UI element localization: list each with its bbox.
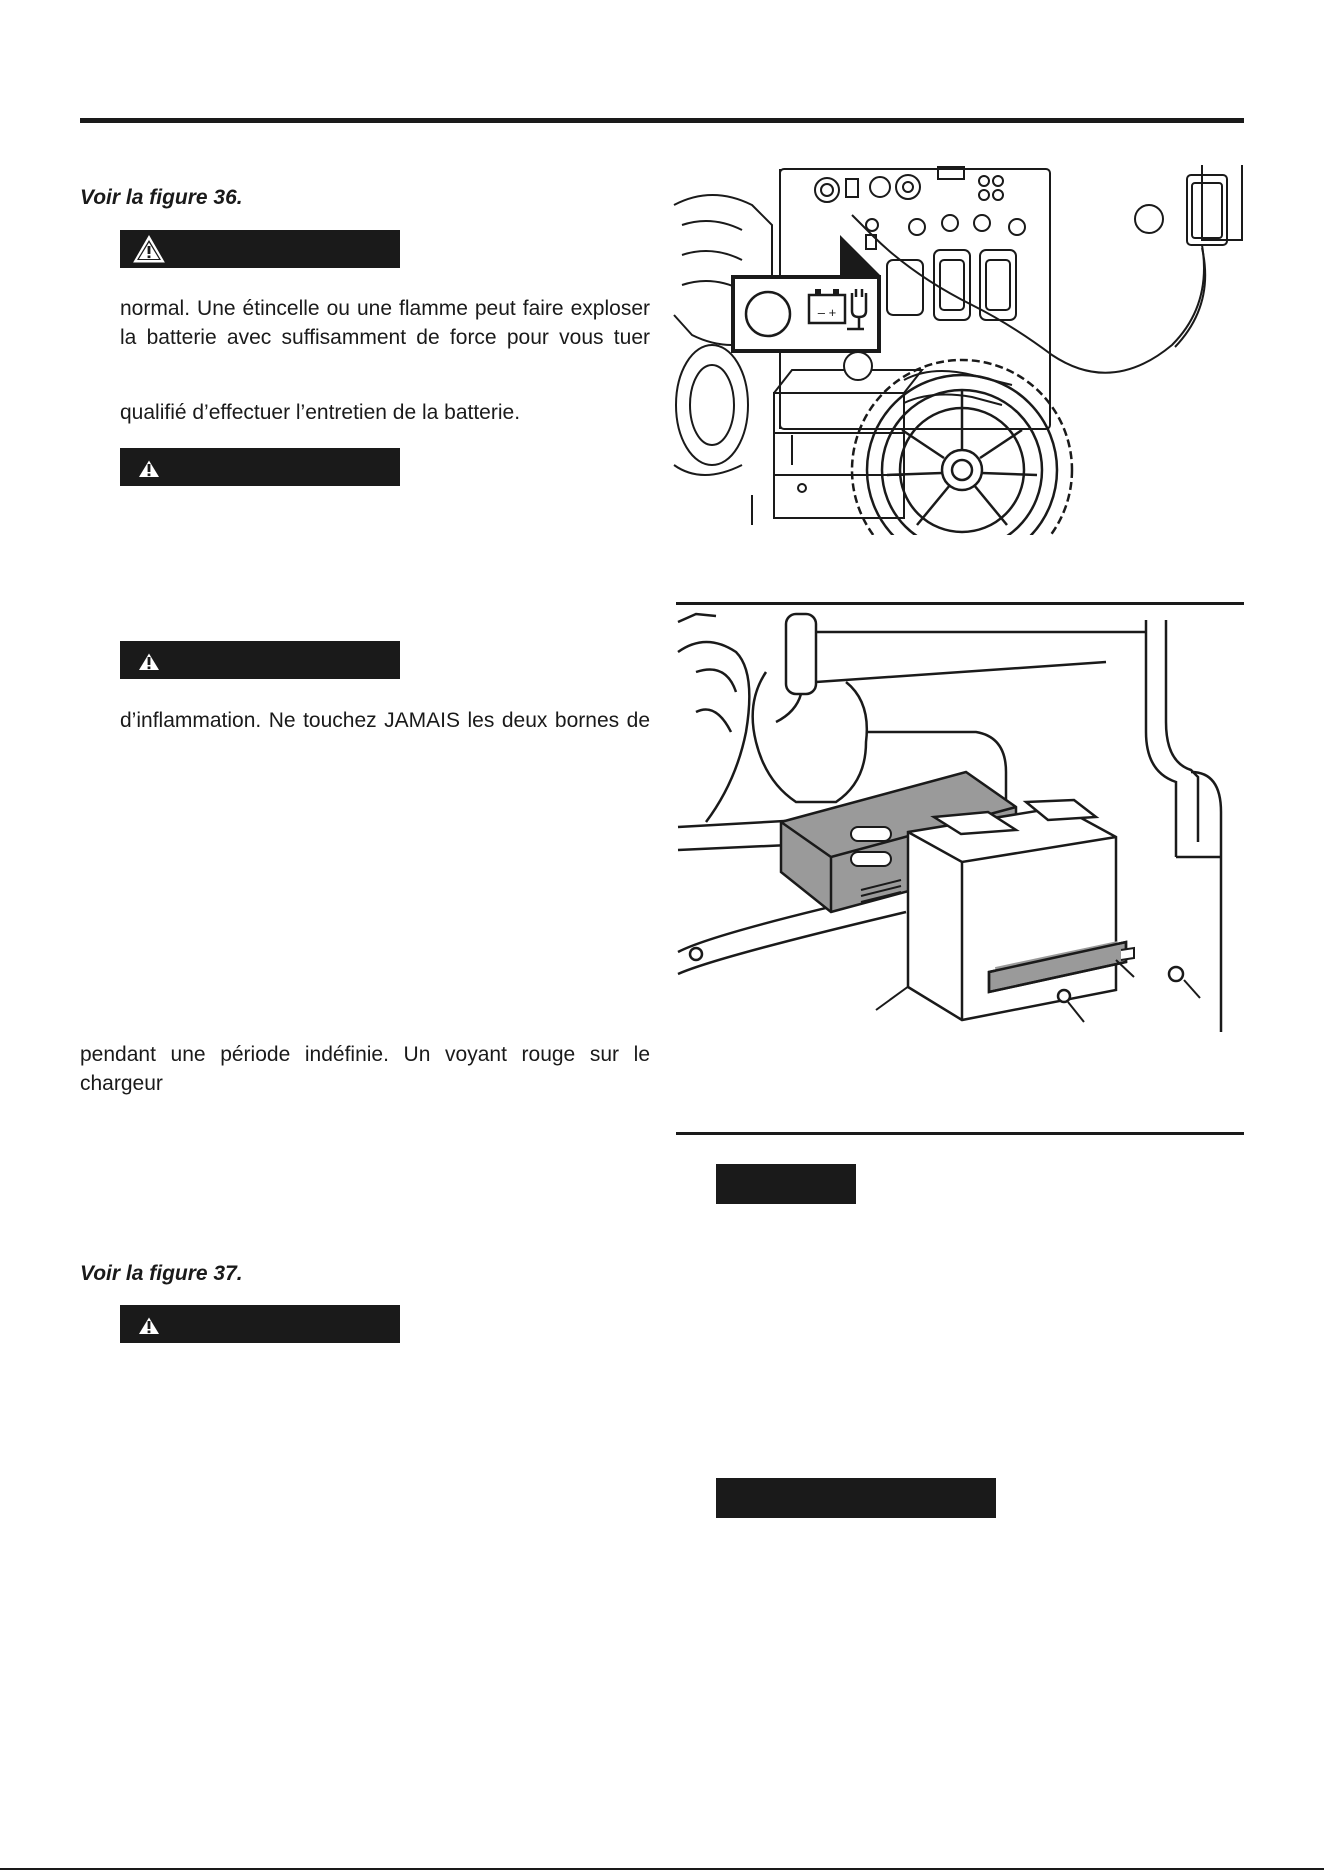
body-text-line: pendant une période indéfinie. Un voyant rouge sur le chargeur bbox=[80, 1043, 650, 1095]
battery-symbol: – + bbox=[817, 305, 837, 320]
warning-icon bbox=[132, 452, 166, 482]
warning-text-line: qualifié d’effectuer l’entretien de la batterie. bbox=[120, 401, 521, 424]
warning-icon bbox=[132, 1309, 166, 1339]
warning-icon bbox=[132, 234, 166, 264]
warning-bar-1 bbox=[120, 230, 400, 268]
figure-divider bbox=[676, 602, 1244, 605]
see-figure-36: Voir la figure 36. bbox=[80, 186, 243, 209]
see-figure-37: Voir la figure 37. bbox=[80, 1262, 243, 1285]
generator-control-panel-drawing bbox=[672, 165, 1244, 535]
header-rule bbox=[80, 118, 1244, 123]
warning-text-line: d’inflammation. Ne touchez JAMAIS les deux bornes de bbox=[120, 709, 650, 732]
figure-36-illustration bbox=[672, 165, 1244, 535]
warning-text-line: normal. Une étincelle ou une flamme peut faire exploser bbox=[120, 297, 650, 320]
figure-37-illustration bbox=[676, 612, 1244, 1048]
caution-bar bbox=[716, 1478, 996, 1518]
battery-tray-drawing bbox=[676, 612, 1244, 1048]
footer-rule bbox=[0, 1868, 1324, 1870]
figure-divider bbox=[676, 1132, 1244, 1135]
notice-bar bbox=[716, 1164, 856, 1204]
warning-bar-4 bbox=[120, 1305, 400, 1343]
warning-bar-2 bbox=[120, 448, 400, 486]
warning-bar-3 bbox=[120, 641, 400, 679]
warning-text-line: la batterie avec suffisamment de force pour vous tuer bbox=[120, 326, 650, 349]
warning-icon bbox=[132, 645, 166, 675]
